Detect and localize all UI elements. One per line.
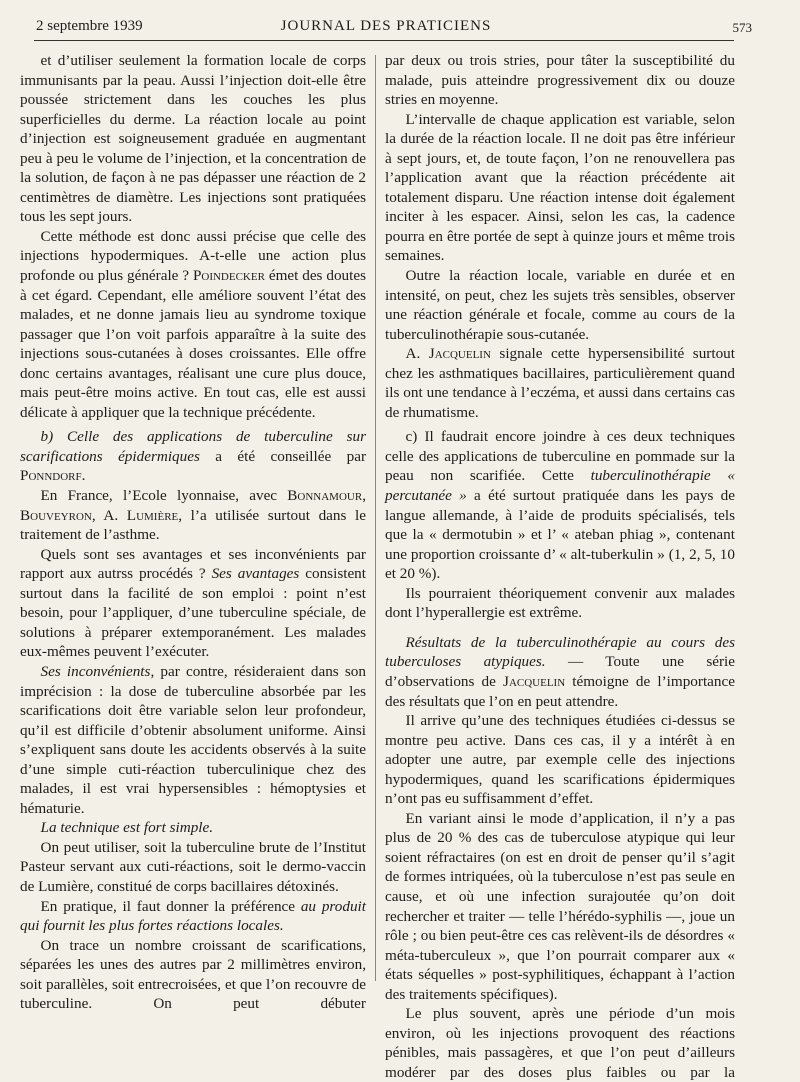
issue-date: 2 septembre 1939 [36, 18, 143, 34]
paragraph [385, 344, 735, 422]
paragraph [20, 227, 366, 422]
left-column [20, 51, 366, 1014]
text-run: , par contre, résideraient dans son imprécision : la dose de tuberculine absorbée par les scarifications doit être variable selon leur profondeur, qu’il est difficile d’obtenir absolument uniforme. Ainsi s’expliquent sans doute les accidents observés à la suite d’une simple cuti-réaction tuberculinique chez des malades, il est vrai hypersensibles : hémoptysies et hématurie. [20, 662, 366, 817]
text-run: témoigne de l’importance des résultats que l’on en peut attendre. [385, 672, 735, 710]
paragraph [385, 266, 735, 344]
author-name: Bonnamour, Bouveyron, A. Lumière, [20, 487, 366, 524]
page-number: 573 [732, 20, 752, 35]
paragraph [20, 427, 366, 486]
column-divider [375, 55, 376, 981]
paragraph [385, 1004, 735, 1082]
journal-title: JOURNAL DES PRATICIENS [280, 18, 492, 34]
text-run: consistent surtout dans la facilité de son emploi : point n’est besoin, pour l’appliquer, d’une tuberculine spéciale, de solutions à préparer extemporanément. Les malades eux-mêmes peuvent l’exécuter. [20, 565, 366, 661]
paragraph [385, 711, 735, 809]
paragraph [20, 662, 366, 818]
paragraph [20, 897, 366, 936]
text-run: a été conseillée par [199, 447, 366, 465]
text-run: l’a utilisée surtout dans le traitement de l’asthme. [20, 506, 366, 544]
text-run: émet des doutes à cet égard. Cependant, elle améliore souvent l’état des malades, et ne donne jamais lieu au syndrome toxique passager que l’on voit parfois apparaître à la suite des injections sous-cutanées à doses croissantes. Elle offre donc certains avantages, réalisant une cure plus douce, mais peut-être moins active. En tout cas, elle est aussi délicate à appliquer que la technique précédente. [20, 267, 367, 421]
text-run: Quels sont ses avantages et ses inconvénients par rapport aux autrss procédés ? [20, 545, 366, 583]
paragraph [385, 110, 735, 266]
page-header [30, 16, 752, 40]
italic-text: Résultats de la tuberculinothérapie au cours des tuberculoses atypiques. [385, 633, 735, 671]
text-run: par deux ou trois stries, pour tâter la susceptibilité du malade, puis atteindre progressivement dix ou douze stries en moyenne. [385, 52, 735, 109]
right-column [385, 51, 735, 1082]
italic-text: Ses avantages [211, 565, 300, 583]
paragraph [20, 486, 366, 545]
paragraph [385, 427, 735, 583]
text-run: Outre la réaction locale, variable en durée et en intensité, on peut, chez les sujets très sensibles, observer une réaction générale et focale, comme au cours de la tuberculinothérapie sous-cutanée. [385, 267, 735, 343]
author-name: A. Jacquelin [405, 345, 491, 363]
text-run: Il arrive qu’une des techniques étudiées ci-dessus se montre peu active. Dans ces cas, il y a intérêt à en adopter une autre, par exemple celle des injections hypodermiques, quand les scarifications épidermiques n’ont pas eu suffisamment d’effet. [385, 712, 735, 808]
text-run: L’intervalle de chaque application est variable, selon la durée de la réaction locale. Il ne doit pas être inférieur à sept jours, et, de toute façon, l’on ne renouvellera pas l’application avant que la réaction précédente ait totalement disparu. Une réaction intense doit également inciter à les espacer. Ainsi, selon les cas, la cadence pourra en être portée de sept à quinze jours et même trois semaines. [385, 110, 735, 265]
text-run: Le plus souvent, après une période d’un mois environ, où les injections provoquent des réactions pénibles, mais passagères, et que l’on peut d’ailleurs modérer par des doses plus faibles ou par la [385, 1005, 735, 1081]
author-name: Poindecker [192, 267, 265, 285]
header-rule [34, 40, 734, 41]
author-name: Jacquelin [503, 672, 566, 690]
text-run: On peut utiliser, soit la tuberculine brute de l’Institut Pasteur servant aux cuti-réactions, soit le dermo-vaccin de Lumière, constitué de corps bacillaires détoxinés. [20, 838, 366, 895]
text-run: a été surtout pratiquée dans les pays de langue allemande, à l’aide de produits spécialisés, tels que la « dermotubin » et l’ « ateban phiag », contenant une proportion croissante d’ « alt-tuberkulin » (1, 2, 5, 10 et 20 %). [385, 487, 736, 583]
text-run: En France, l’Ecole lyonnaise, avec [40, 487, 288, 505]
paragraph [20, 838, 366, 897]
paragraph [385, 584, 735, 623]
italic-text: La technique est fort simple. [40, 819, 214, 837]
text-run: Ils pourraient théoriquement convenir aux malades dont l’hyperallergie est extrême. [385, 584, 735, 622]
paragraph [385, 633, 735, 711]
text-run: et d’utiliser seulement la formation locale de corps immunisants par la peau. Aussi l’injection doit-elle être poussée strictement dans les couches les plus superficielles du derme. La réaction locale au point d’injection est soigneusement graduée en augmentant peu à peu le volume de l’injection, et la concentration de la solution, de façon à ne pas dépasser une réaction de 2 centimètres de diamètre. Les injections sont pratiquées tous les sept jours. [20, 52, 366, 226]
text-run: En variant ainsi le mode d’application, il n’y a pas plus de 20 % des cas de tuberculose atypique qui leur soient réfractaires (on est en droit de penser qu’il s’agit de formes intriquées, où la tuberculose n’est pas seule en cause, et où une infection surajoutée qu’on doit rechercher et traiter — telle l’hérédo-syphilis —, joue un rôle ; ou bien peut-être ces cas relèvent-ils de désordres « méta-tuberculeux », que l’on pourrait comparer aux « états séquelles » post-syphilitiques, échappant à l’action des traitements spécifiques). [385, 809, 735, 1003]
paragraph [385, 809, 735, 1004]
text-run: c) Il faudrait encore joindre à ces deux techniques celle des applications de tuberculine en pommade sur la peau non scarifiée. Cette [385, 428, 735, 485]
paragraph [20, 545, 366, 662]
italic-text: au produit qui fournit les plus fortes réactions locales. [20, 897, 366, 935]
paragraph [385, 51, 735, 110]
italic-text: applications de tuberculine sur scarifications épidermiques [20, 428, 366, 465]
text-run: signale cette hypersensibilité surtout chez les asthmatiques bacillaires, particulièrement quand ils ont une tendance à l’eczéma, et aussi dans certains cas de rhumatisme. [385, 345, 735, 421]
italic-text: Ses inconvénients [40, 662, 151, 680]
paragraph [20, 936, 366, 1014]
text-run: — Toute une série d’observations de [385, 653, 735, 690]
text-run: En pratique, il faut donner la préférence [40, 897, 301, 915]
italic-text: b) Celle des [40, 428, 148, 446]
paragraph [20, 818, 366, 838]
text-run: On trace un nombre croissant de scarifications, séparées les unes des autres par 2 millimètres environ, soit parallèles, soit entrecroisées, et que l’on recouvre de tuberculine. On peut débuter [20, 936, 366, 1013]
italic-text: tuberculinothérapie « percutanée » [385, 467, 735, 505]
author-name: Ponndorf. [20, 467, 86, 485]
text-run: Cette méthode est donc aussi précise que celle des injections hypodermiques. A-t-elle une action plus profonde ou plus générale ? [20, 227, 366, 285]
paragraph [20, 51, 366, 227]
